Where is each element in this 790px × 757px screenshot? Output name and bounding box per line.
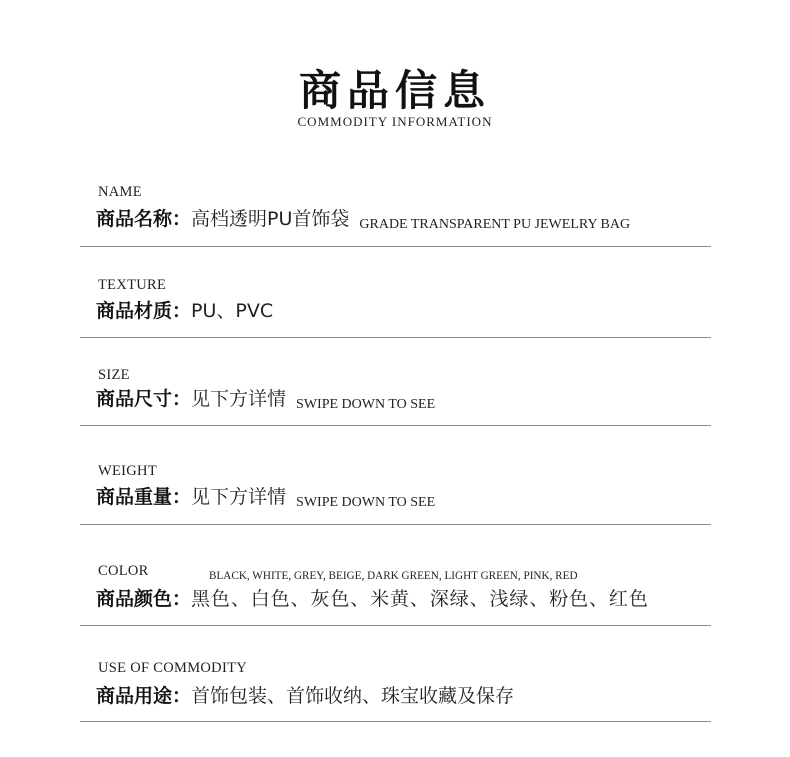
row-label: 商品颜色：	[96, 588, 192, 610]
row-value: 见下方详情	[191, 486, 287, 508]
row-divider	[80, 721, 711, 722]
row-content	[96, 584, 649, 611]
row-divider	[80, 524, 711, 525]
row-value: PU、PVC	[191, 300, 274, 322]
row-value: 高档透明PU首饰袋	[191, 208, 350, 230]
page-title: 商品信息	[298, 66, 491, 115]
row-content	[96, 204, 630, 231]
row-english-label: NAME	[98, 184, 142, 200]
row-value: 黑色、白色、灰色、米黄、深绿、浅绿、粉色、红色	[191, 588, 649, 610]
row-divider	[80, 625, 711, 626]
row-divider	[80, 425, 711, 426]
row-label: 商品用途：	[96, 685, 192, 707]
row-value: 见下方详情	[191, 388, 287, 410]
row-english-label: SIZE	[98, 367, 130, 383]
row-english-label: COLOR	[98, 563, 149, 579]
row-value-english: SWIPE DOWN TO SEE	[296, 495, 436, 510]
row-value-english: BLACK, WHITE, GREY, BEIGE, DARK GREEN, LIGHT GREEN, PINK, RED	[209, 570, 578, 582]
row-english-label: TEXTURE	[98, 277, 167, 293]
page-subtitle: COMMODITY INFORMATION	[297, 114, 493, 129]
row-content	[96, 681, 514, 708]
row-divider	[80, 337, 711, 338]
row-divider	[80, 246, 711, 247]
row-label: 商品名称：	[96, 208, 192, 230]
row-english-label: WEIGHT	[98, 463, 157, 479]
row-label: 商品重量：	[96, 486, 192, 508]
row-label: 商品材质：	[96, 300, 192, 322]
row-content	[96, 482, 435, 509]
row-label: 商品尺寸：	[96, 388, 192, 410]
row-english-label: USE OF COMMODITY	[98, 660, 248, 676]
row-content	[96, 296, 273, 323]
row-value-english: GRADE TRANSPARENT PU JEWELRY BAG	[359, 217, 631, 232]
row-value-english: SWIPE DOWN TO SEE	[296, 397, 436, 412]
row-value: 首饰包装、首饰收纳、珠宝收藏及保存	[191, 685, 515, 707]
row-content	[96, 384, 435, 411]
